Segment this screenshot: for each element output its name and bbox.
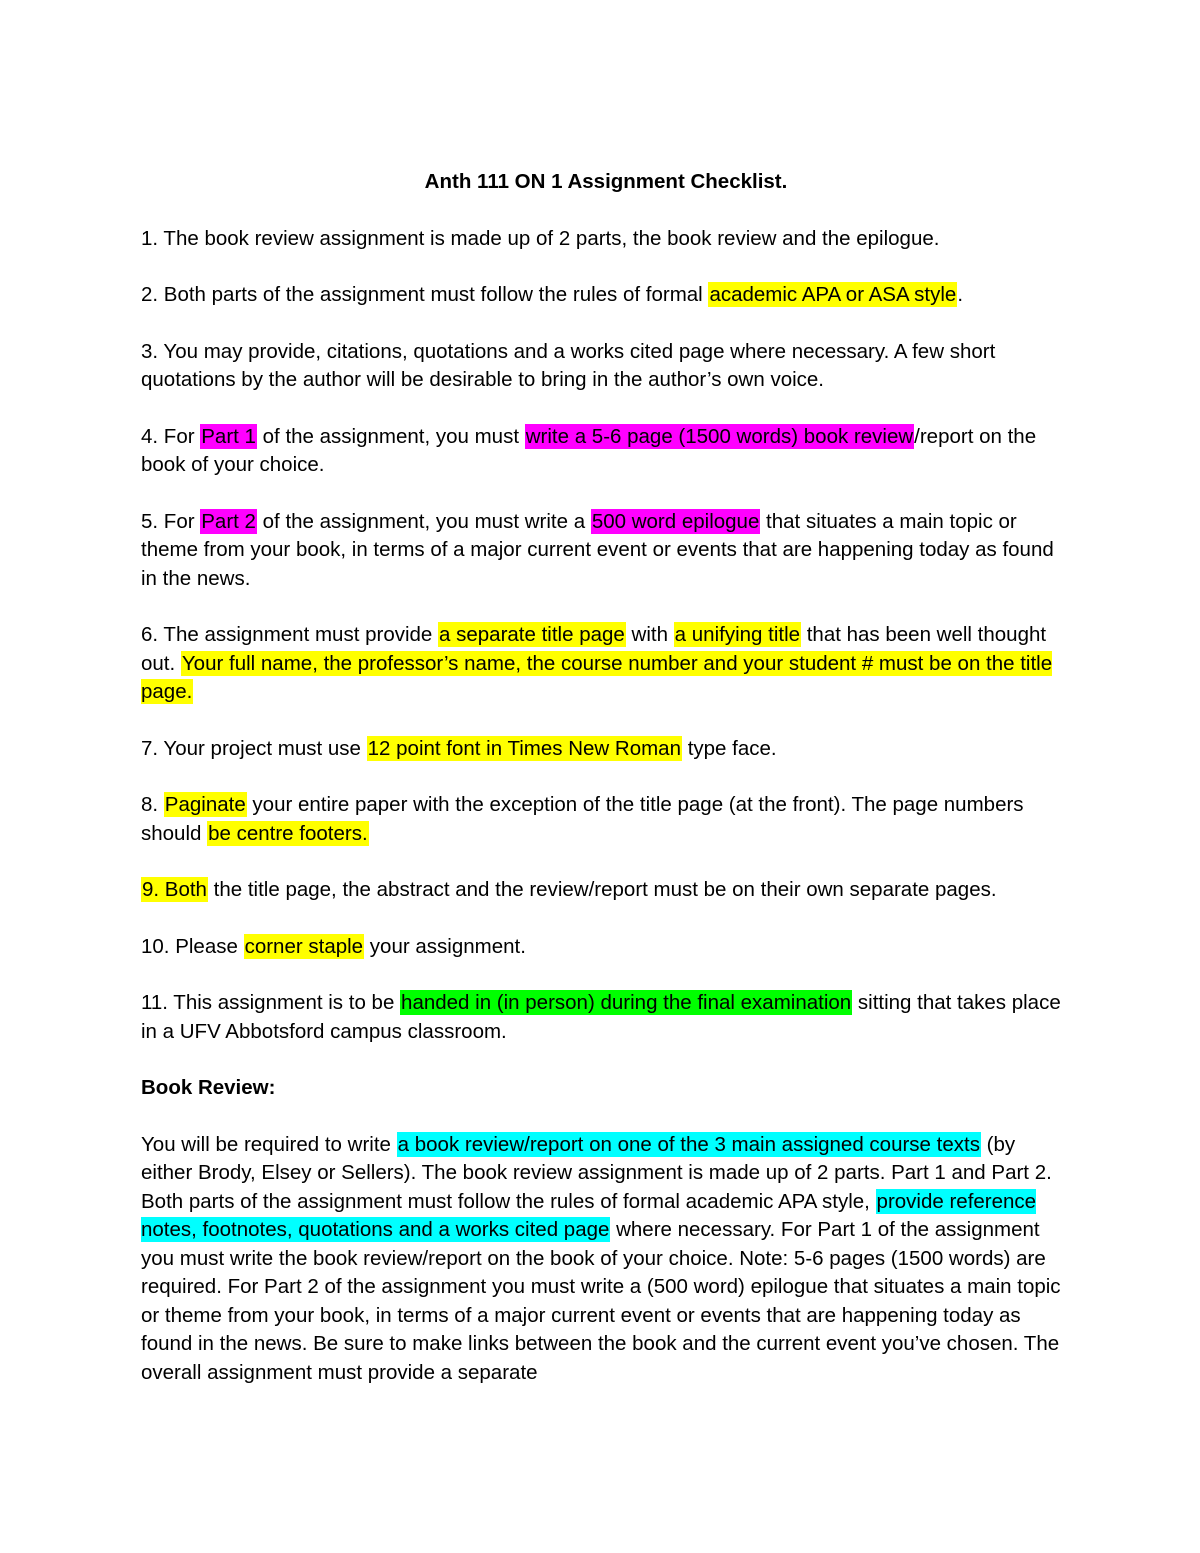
highlight-cyan: provide reference notes, footnotes, quotations and a works cited page: [141, 1189, 1037, 1241]
text-run: 10. Please: [141, 934, 244, 958]
text-run: 11. This assignment is to be: [141, 991, 401, 1014]
highlight-cyan: a book review/report on one of the 3 main assigned course texts: [397, 1132, 980, 1156]
checklist-item: [141, 933, 1071, 962]
checklist: [141, 225, 1071, 1047]
checklist-item: [141, 791, 1071, 848]
text-run: sitting that takes place in a UFV Abbotsford campus classroom.: [141, 991, 1061, 1043]
checklist-item: [141, 508, 1071, 594]
text-run: with: [625, 623, 674, 646]
text-run: 5. For: [141, 509, 201, 533]
checklist-item: [141, 621, 1071, 707]
highlight-green: handed in (in person) during the final examination: [401, 991, 852, 1014]
highlight-yellow: academic APA or ASA style: [709, 283, 957, 306]
text-run: 8.: [141, 793, 164, 816]
text-run: .: [957, 283, 964, 306]
highlight-yellow: 12 point font in Times New Roman: [367, 736, 681, 760]
text-run: 3. You may provide, citations, quotations and a works cited page where necessary. A few short quotations by the author will be desirable to bring in the author’s own voice.: [141, 339, 996, 391]
text-run: that has been well thought out.: [141, 623, 1047, 675]
text-run: where necessary. For Part 1 of the assignment you must write the book review/report on the book of your choice. Note: 5-6 pages (1500 words) are required. For Part 2 of the assignment you must write a (500 word) epilogue that situates a main topic or theme from your book, in terms of a major current event or events that are happening today as found in the news. Be sure to make links between the book and the current event you’ve chosen. The overall assignment must provide a separate: [141, 1218, 1061, 1384]
checklist-item: [141, 735, 1071, 764]
checklist-item: [141, 989, 1071, 1046]
text-run: 2. Both parts of the assignment must follow the rules of formal: [141, 283, 709, 306]
text-run: of the assignment, you must: [256, 424, 525, 448]
text-run: 1. The book review assignment is made up of 2 parts, the book review and the epilogue.: [141, 226, 940, 250]
highlight-yellow: a unifying title: [674, 623, 801, 646]
document-title: Anth 111 ON 1 Assignment Checklist.: [424, 170, 788, 193]
text-run: 6. The assignment must provide: [141, 623, 439, 646]
text-run: 7. Your project must use: [141, 736, 367, 760]
highlight-yellow: a separate title page: [439, 623, 625, 646]
highlight-yellow: be centre footers.: [208, 821, 368, 845]
book-review-paragraph: [141, 1131, 1071, 1388]
document-body: [141, 168, 1071, 1415]
section-heading: Book Review:: [141, 1076, 276, 1099]
highlight-magenta: 500 word epilogue: [591, 509, 760, 533]
checklist-item: [141, 423, 1071, 480]
checklist-item: [141, 225, 1071, 254]
checklist-item: [141, 281, 1071, 310]
text-run: type face.: [682, 736, 777, 760]
text-run: the title page, the abstract and the review/report must be on their own separate pages.: [207, 878, 997, 901]
highlight-yellow: corner staple: [244, 934, 364, 958]
highlight-yellow: Paginate: [164, 793, 246, 816]
text-run: 4. For: [141, 424, 201, 448]
text-run: of the assignment, you must write a: [256, 509, 591, 533]
checklist-item: [141, 876, 1071, 905]
text-run: (by either Brody, Elsey or Sellers). The book review assignment is made up of 2 parts. Part 1 and Part 2. Both parts of the assignment must follow the rules of formal academic APA style,: [141, 1132, 1052, 1213]
text-run: your assignment.: [364, 934, 526, 958]
text-run: your entire paper with the exception of the title page (at the front). The page numbers should: [141, 793, 1024, 845]
highlight-magenta: Part 1: [201, 424, 256, 448]
highlight-magenta: write a 5-6 page (1500 words) book review: [525, 424, 914, 448]
highlight-yellow: Your full name, the professor’s name, the course number and your student # must be on the title page.: [141, 651, 1053, 703]
highlight-magenta: Part 2: [201, 509, 256, 533]
highlight-yellow: 9. Both: [142, 878, 207, 901]
text-run: that situates a main topic or theme from your book, in terms of a major current event or events that are happening today as found in the news.: [141, 509, 1054, 590]
checklist-item: [141, 338, 1071, 395]
text-run: /report on the book of your choice.: [141, 424, 1037, 476]
text-run: You will be required to write: [141, 1132, 397, 1156]
